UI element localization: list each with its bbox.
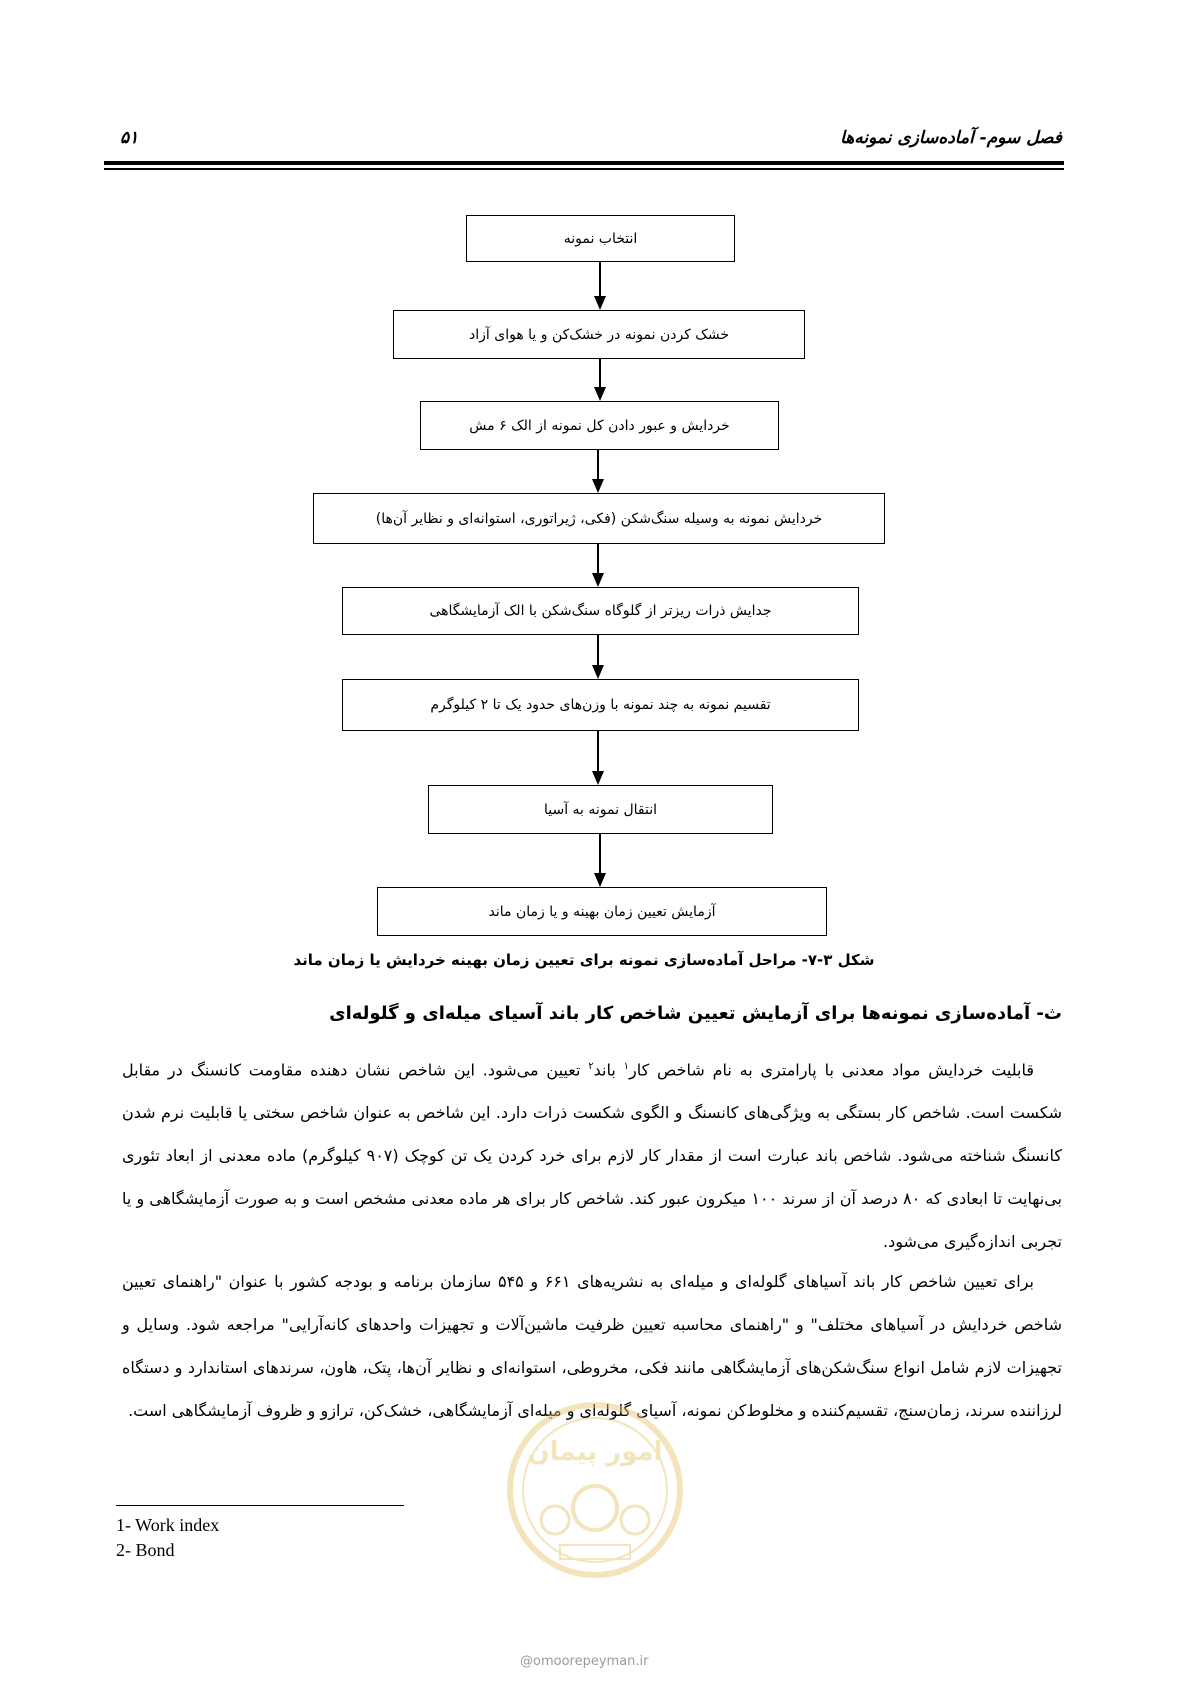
- paragraph-2: برای تعیین شاخص کار باند آسیاهای گلوله‌ای و میله‌ای به نشریه‌های ۶۶۱ و ۵۴۵ سازمان برنامه و بودجه کشور با عنوان "راهنمای تعیین شاخص خردایش در آسیاهای مختلف" و "راهنمای محاسبه تعیین ظرفیت ماشین‌آلات و تجهیزات واحدهای کانه‌آرایی" مراجعه شود. وسایل و تجهیزات لازم شامل انواع سنگ‌شکن‌های آزمایشگاهی مانند فکی، مخروطی، استوانه‌ای و نظایر آن‌ها، پتک، هاون، سرندهای استاندارد و دستگاه لرزاننده سرند، زمان‌سنج، تقسیم‌کننده و مخلوط‌کن نمونه، آسیای گلوله‌ای و میله‌ای آزمایشگاهی، خشک‌کن، ترازو و ظروف آزمایشگاهی است.: [122, 1272, 1062, 1420]
- header-rule-thin: [104, 168, 1064, 170]
- footnote-1: 1- Work index: [116, 1515, 220, 1535]
- flow-step-2: خشک کردن نمونه در خشک‌کن و یا هوای آزاد: [393, 310, 805, 359]
- watermark-logo-text: امور پیمان: [527, 1437, 663, 1467]
- figure-caption: شکل ۳-۷- مراحل آماده‌سازی نمونه برای تعیین زمان بهینه خردایش یا زمان ماند: [293, 951, 875, 969]
- page-number: ۵۱: [120, 128, 139, 148]
- flow-step-4: خردایش نمونه به وسیله سنگ‌شکن (فکی، ژیراتوری، استوانه‌ای و نظایر آن‌ها): [313, 493, 885, 544]
- watermark-logo: [505, 1390, 685, 1590]
- flow-step-3: خردایش و عبور دادن کل نمونه از الک ۶ مش: [420, 401, 779, 450]
- running-header-title: فصل سوم- آماده‌سازی نمونه‌ها: [840, 128, 1062, 148]
- footnote-separator: [116, 1505, 404, 1506]
- flow-step-5: جدایش ذرات ریزتر از گلوگاه سنگ‌شکن با الک آزمایشگاهی: [342, 587, 859, 635]
- flow-step-7: انتقال نمونه به آسیا: [428, 785, 773, 834]
- flow-step-1: انتخاب نمونه: [466, 215, 735, 262]
- footnote-ref-1: ۱: [623, 1061, 629, 1072]
- watermark-url: @omoorepeyman.ir: [520, 1654, 649, 1669]
- header-rule-thick: [104, 161, 1064, 165]
- paragraph-1-part-b: باند: [593, 1060, 624, 1080]
- footnote-2: 2- Bond: [116, 1540, 175, 1560]
- flow-step-8: آزمایش تعیین زمان بهینه و یا زمان ماند: [377, 887, 827, 936]
- paragraph-1: [122, 1045, 1062, 1263]
- paragraph-1-part-c: تعیین می‌شود. این شاخص نشان دهنده مقاومت کانسنگ در مقابل شکست است. شاخص کار بستگی به ویژگی‌های کانسنگ و الگوی شکست ذرات دارد. این شاخص به عنوان شاخص سختی یا قابلیت نرم شدن کانسنگ شناخته می‌شود. شاخص باند عبارت است از مقدار کار لازم برای خرد کردن یک تن کوچک (۹۰۷ کیلوگرم) ماده معدنی از ابعاد تئوری بی‌نهایت تا ابعادی که ۸۰ درصد آن از سرند ۱۰۰ میکرون عبور کند. شاخص کار برای هر ماده معدنی مشخص است و به صورت آزمایشگاهی و یا تجربی اندازه‌گیری می‌شود.: [122, 1060, 1063, 1252]
- flow-step-6: تقسیم نمونه به چند نمونه با وزن‌های حدود یک تا ۲ کیلوگرم: [342, 679, 859, 731]
- paragraph-1-part-a: قابلیت خردایش مواد معدنی با پارامتری به نام شاخص کار: [628, 1060, 1035, 1080]
- section-heading: ث- آماده‌سازی نمونه‌ها برای آزمایش تعیین شاخص کار باند آسیای میله‌ای و گلوله‌ای: [329, 1003, 1062, 1024]
- footnote-ref-2: ۲: [588, 1061, 594, 1072]
